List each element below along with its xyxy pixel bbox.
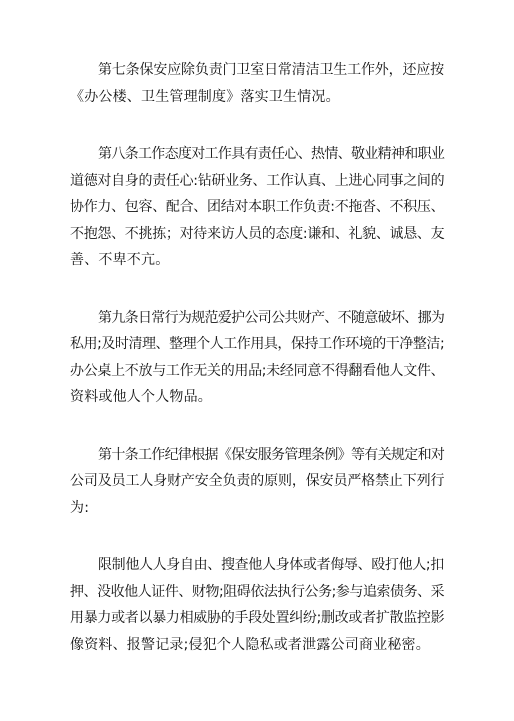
article-8-paragraph (70, 141, 444, 274)
text-line: 押、没收他人证件、财物;阻碍依法执行公务;参与追索债务、采 (70, 583, 445, 600)
text-line: 不抱怨、不挑拣；对待来访人员的态度:谦和、礼貌、诚恳、友 (70, 225, 445, 242)
text-line: 资料或他人个人物品。 (70, 389, 212, 405)
article-10-paragraph (70, 442, 444, 522)
text-line: 为: (70, 499, 90, 516)
text-line: 限制他人人身自由、搜查他人身体或者侮辱、殴打他人;扣 (98, 557, 444, 573)
text-line: 像资料、报警记录;侵犯个人隐私或者泄露公司商业秘密。 (70, 636, 430, 653)
text-line: 公司及员工人身财产安全负责的原则，保安员严格禁止下列行 (70, 473, 445, 489)
prohibited-acts-paragraph (70, 552, 444, 658)
article-7-paragraph (70, 57, 444, 110)
text-line: 道德对自身的责任心:钻研业务、工作认真、上进心同事之间的 (70, 172, 445, 189)
text-line: 第十条工作纪律根据《保安服务管理条例》等有关规定和对 (98, 446, 445, 463)
text-line: 第九条日常行为规范爱护公司公共财产、不随意破坏、挪为 (98, 309, 445, 326)
text-line: 协作力、包容、配合、团结对本职工作负责:不拖沓、不积压、 (70, 199, 445, 215)
text-line: 私用;及时清理、整理个人工作用具，保持工作环境的干净整洁; (70, 336, 445, 352)
text-line: 第八条工作态度对工作具有责任心、热情、敬业精神和职业 (98, 146, 445, 162)
text-line: 办公桌上不放与工作无关的用品;未经同意不得翻看他人文件、 (70, 362, 445, 379)
text-line: 《办公楼、卫生管理制度》落实卫生情况。 (70, 88, 340, 105)
text-line: 用暴力或者以暴力相威胁的手段处置纠纷;删改或者扩散监控影 (70, 610, 445, 626)
text-line: 第七条保安应除负责门卫室日常清洁卫生工作外，还应按 (98, 62, 444, 78)
text-line: 善、不卑不亢。 (70, 252, 170, 268)
article-9-paragraph (70, 305, 444, 411)
